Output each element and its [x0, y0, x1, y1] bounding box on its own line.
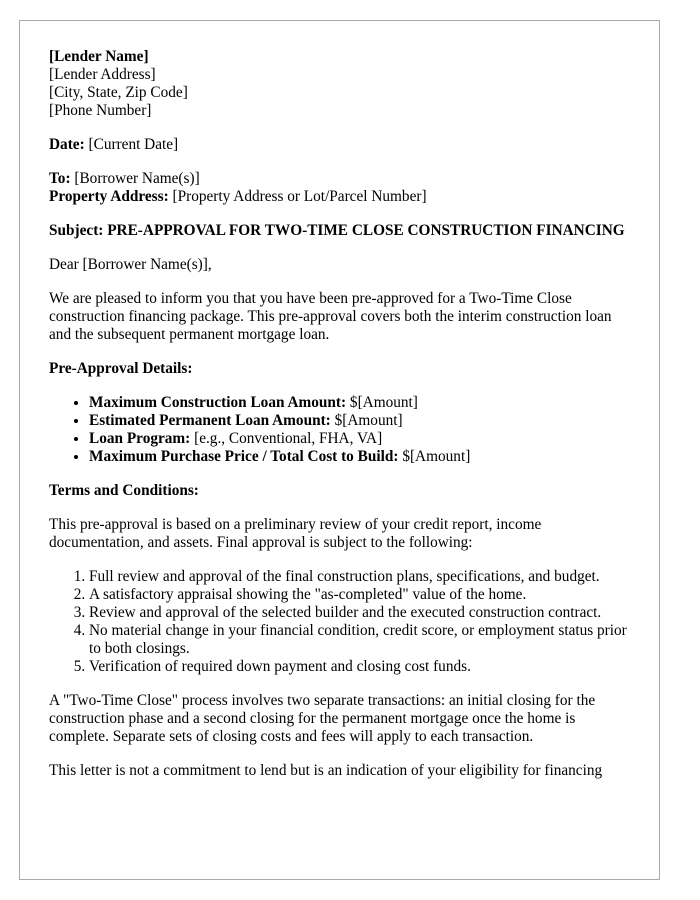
- subject-line: Subject: PRE-APPROVAL FOR TWO-TIME CLOSE CONSTRUCTION FINANCING: [49, 222, 625, 239]
- date-label: Date:: [49, 136, 85, 153]
- lender-block: [49, 48, 634, 120]
- terms-heading: Terms and Conditions:: [49, 482, 199, 499]
- letter-body: [49, 48, 634, 796]
- intro-paragraph: We are pleased to inform you that you have been pre-approved for a Two-Time Close construction financing package. This pre-approval covers both the interim construction loan and the subsequent permanent mortgage loan.: [49, 290, 612, 343]
- letter-page: [19, 20, 660, 880]
- terms-intro: This pre-approval is based on a preliminary review of your credit report, income documentation, and assets. Final approval is subject to the following:: [49, 516, 542, 551]
- list-item: [89, 412, 634, 430]
- list-item: 5. Verification of required down payment and closing cost funds.: [89, 658, 634, 676]
- detail-label: Loan Program:: [89, 430, 191, 447]
- list-item: [89, 394, 634, 412]
- details-heading: Pre-Approval Details:: [49, 360, 193, 377]
- detail-value: [e.g., Conventional, FHA, VA]: [194, 430, 383, 447]
- list-item: [89, 430, 634, 448]
- lender-address: [Lender Address]: [49, 66, 156, 83]
- detail-value: $[Amount]: [349, 394, 418, 411]
- detail-value: $[Amount]: [402, 448, 471, 465]
- list-item: 1. Full review and approval of the final construction plans, specifications, and budget.: [89, 568, 634, 586]
- recipient-block: [49, 170, 634, 206]
- lender-city-state-zip: [City, State, Zip Code]: [49, 84, 188, 101]
- salutation: Dear [Borrower Name(s)],: [49, 256, 212, 273]
- lender-name: [Lender Name]: [49, 48, 149, 65]
- detail-label: Maximum Construction Loan Amount:: [89, 394, 347, 411]
- date-value: [Current Date]: [88, 136, 179, 153]
- details-list: [49, 394, 634, 466]
- detail-label: Estimated Permanent Loan Amount:: [89, 412, 331, 429]
- property-address-label: Property Address:: [49, 188, 169, 205]
- date-line: [49, 136, 634, 154]
- conditions-list: [49, 568, 634, 676]
- detail-value: $[Amount]: [334, 412, 403, 429]
- list-item: [89, 448, 634, 466]
- property-address-value: [Property Address or Lot/Parcel Number]: [172, 188, 427, 205]
- closing-paragraph: This letter is not a commitment to lend but is an indication of your eligibility for financing: [49, 762, 603, 779]
- detail-label: Maximum Purchase Price / Total Cost to Build:: [89, 448, 399, 465]
- list-item: 2. A satisfactory appraisal showing the "as-completed" value of the home.: [89, 586, 634, 604]
- to-label: To:: [49, 170, 71, 187]
- two-time-close-paragraph: A "Two-Time Close" process involves two separate transactions: an initial closing for the construction phase and a second closing for the permanent mortgage once the home is complete. Separate sets of closing costs and fees will apply to each transaction.: [49, 692, 596, 745]
- to-value: [Borrower Name(s)]: [74, 170, 200, 187]
- lender-phone: [Phone Number]: [49, 102, 152, 119]
- list-item: 4. No material change in your financial condition, credit score, or employment status prior to both closings.: [89, 622, 634, 658]
- list-item: 3. Review and approval of the selected builder and the executed construction contract.: [89, 604, 634, 622]
